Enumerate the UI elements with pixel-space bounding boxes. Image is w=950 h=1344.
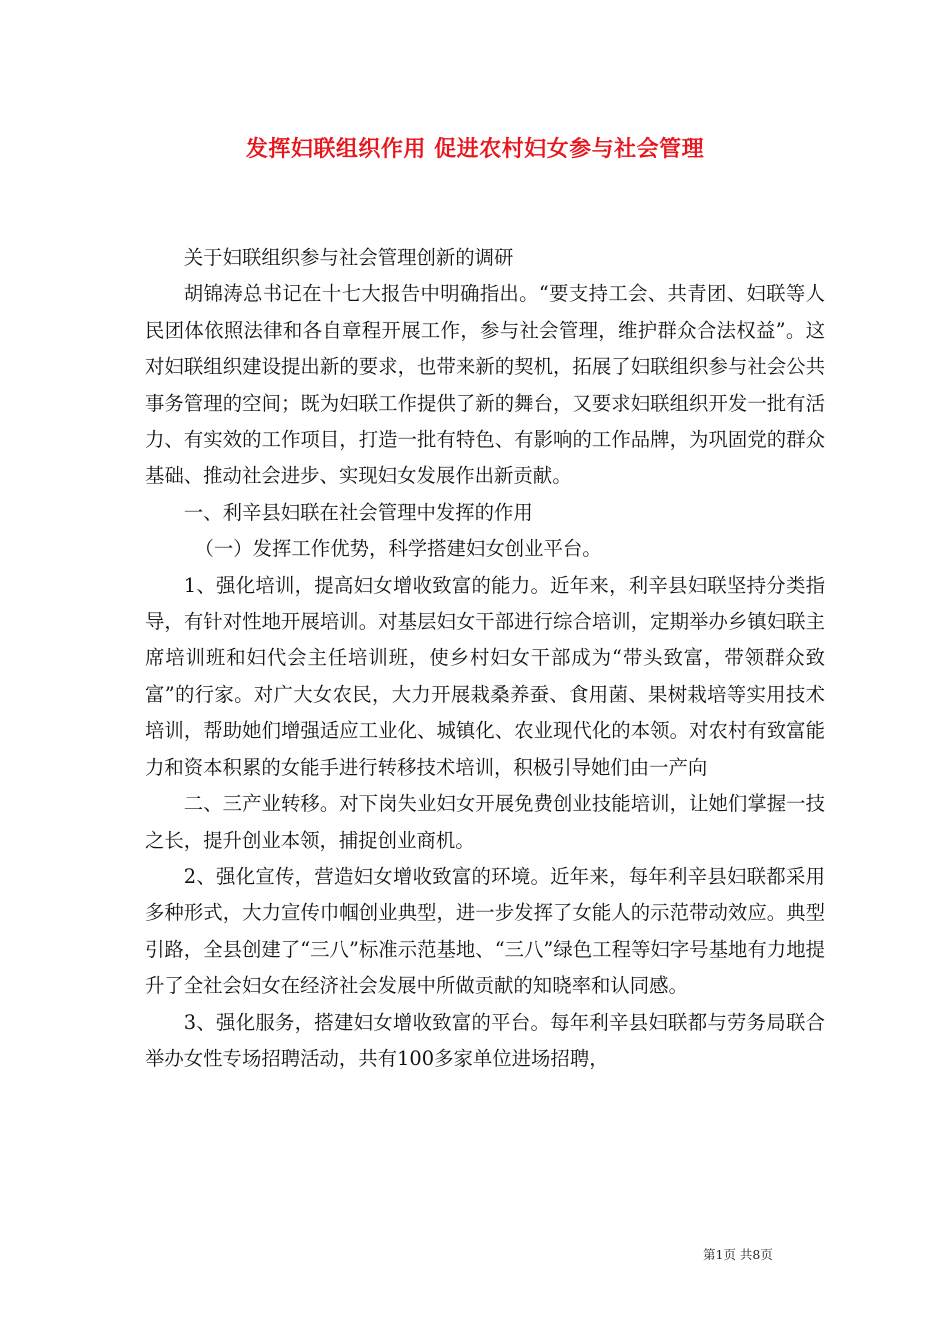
paragraph-industry-transfer: 二、三产业转移。对下岗失业妇女开展免费创业技能培训，让她们掌握一技之长，提升创业本领，捕捉创业商机。 [145,792,825,852]
page-number-footer: 第1页 共8页 [703,1247,773,1262]
paragraph-publicity: 2、强化宣传，营造妇女增收致富的环境。近年来，每年利辛县妇联都采用多种形式，大力宣传巾帼创业典型，进一步发挥了女能人的示范带动效应。典型引路，全县创建了“三八”标准示范基地、“三八”绿色工程等妇字号基地有力地提升了全社会妇女在经济社会发展中所做贡献的知晓率和认同感。 [145,864,825,998]
section-heading-1: 一、利辛县妇联在社会管理中发挥的作用 [183,500,533,524]
paragraph-training: 1、强化培训，提高妇女增收致富的能力。近年来，利辛县妇联坚持分类指导，有针对性地开展培训。对基层妇女干部进行综合培训，定期举办乡镇妇联主席培训班和妇代会主任培训班，使乡村妇女干部成为“带头致富，带领群众致富”的行家。对广大女农民，大力开展栽桑养蚕、食用菌、果树栽培等实用技术培训，帮助她们增强适应工业化、城镇化、农业现代化的本领。对农村有致富能力和资本积累的女能手进行转移技术培训，积极引导她们由一产向 [145,573,825,779]
document-title: 发挥妇联组织作用 促进农村妇女参与社会管理 [245,136,705,162]
subsection-heading-1: （一）发挥工作优势，科学搭建妇女创业平台。 [194,537,602,561]
paragraph-service: 3、强化服务，搭建妇女增收致富的平台。每年利辛县妇联都与劳务局联合举办女性专场招聘活动，共有100多家单位进场招聘， [145,1010,825,1070]
paragraph-subtitle: 关于妇联组织参与社会管理创新的调研 [183,246,514,269]
document-body [145,240,825,1077]
paragraph-intro: 胡锦涛总书记在十七大报告中明确指出。“要支持工会、共青团、妇联等人民团体依照法律和各自章程开展工作，参与社会管理，维护群众合法权益”。这对妇联组织建设提出新的要求，也带来新的契机，拓展了妇联组织参与社会公共事务管理的空间；既为妇联工作提供了新的舞台，又要求妇联组织开发一批有活力、有实效的工作项目，打造一批有特色、有影响的工作品牌，为巩固党的群众基础、推动社会进步、实现妇女发展作出新贡献。 [145,282,825,488]
